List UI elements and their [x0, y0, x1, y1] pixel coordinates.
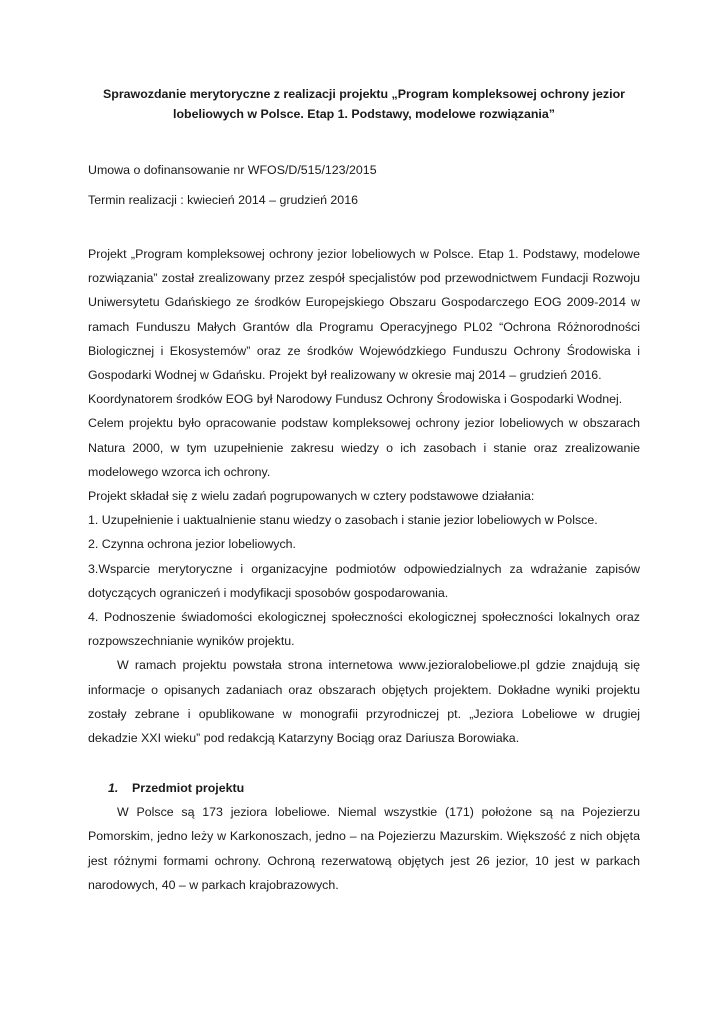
list-item-3: 3.Wsparcie merytoryczne i organizacyjne podmiotów odpowiedzialnych za wdrażanie zapisów dotyczących ograniczeń i modyfikacji sposobów gospodarowania.	[88, 561, 640, 600]
paragraph-lakes: W Polsce są 173 jeziora lobeliowe. Niemal wszystkie (171) położone są na Pojezierzu Pomorskim, jedno leży w Karkonoszach, jedno – na Pojezierzu Mazurskim. Większość z nich objęta jest różnymi formami ochrony. Ochroną rezerwatową objętych jest 26 jezior, 10 jest w parkach narodowych, 40 – w parkach krajobrazowych.	[88, 805, 640, 892]
title-line-1: Sprawozdanie merytoryczne z realizacji projektu „Program kompleksowej ochrony jezior	[103, 87, 625, 101]
title-line-2: lobeliowych w Polsce. Etap 1. Podstawy, modelowe rozwiązania”	[173, 107, 555, 121]
document-body	[88, 242, 640, 750]
list-item-4: 4. Podnoszenie świadomości ekologicznej społeczności ekologicznej społeczności lokalnych oraz rozpowszechnianie wyników projektu.	[88, 610, 640, 649]
section-number: 1.	[108, 781, 119, 796]
document-title	[88, 84, 640, 124]
paragraph-coordinator: Koordynatorem środków EOG był Narodowy Fundusz Ochrony Środowiska i Gospodarki Wodnej.	[88, 392, 623, 407]
implementation-period: Termin realizacji : kwiecień 2014 – grudzień 2016	[88, 193, 358, 207]
paragraph-tasks-intro: Projekt składał się z wielu zadań pogrupowanych w cztery podstawowe działania:	[88, 489, 535, 504]
section-title: Przedmiot projektu	[132, 781, 245, 796]
paragraph-goal: Celem projektu było opracowanie podstaw kompleksowej ochrony jezior lobeliowych w obszarach Natura 2000, w tym uzupełnienie zakresu wiedzy o ich zasobach i stanie oraz zrealizowanie modelowego wzorca ich ochrony.	[88, 416, 640, 479]
paragraph-project-intro: Projekt „Program kompleksowej ochrony jezior lobeliowych w Polsce. Etap 1. Podstawy, modelowe rozwiązania” został zrealizowany przez zespół specjalistów pod przewodnictwem Fundacji Rozwoju Uniwersytetu Gdańskiego ze środków Europejskiego Obszaru Gospodarczego EOG 2009-2014 w ramach Funduszu Małych Grantów dla Programu Operacyjnego PL02 “Ochrona Różnorodności Biologicznej i Ekosystemów” oraz ze środków Wojewódzkiego Funduszu Ochrony Środowiska i Gospodarki Wodnej w Gdańsku. Projekt był realizowany w okresie maj 2014 – grudzień 2016.	[88, 247, 640, 383]
contract-number: Umowa o dofinansowanie nr WFOS/D/515/123/2015	[88, 163, 377, 177]
document-meta	[88, 160, 640, 210]
section-heading	[88, 778, 640, 798]
list-item-2: 2. Czynna ochrona jezior lobeliowych.	[88, 537, 296, 552]
section-body	[88, 800, 640, 897]
document-page	[88, 84, 640, 897]
paragraph-website: W ramach projektu powstała strona internetowa www.jezioralobeliowe.pl gdzie znajdują się informacje o opisanych zadaniach oraz obszarach objętych projektem. Dokładne wyniki projektu zostały zebrane i opublikowane w monografii przyrodniczej pt. „Jeziora Lobeliowe w drugiej dekadzie XXI wieku” pod redakcją Katarzyny Bociąg oraz Dariusza Borowiaka.	[88, 658, 640, 746]
list-item-1: 1. Uzupełnienie i uaktualnienie stanu wiedzy o zasobach i stanie jezior lobeliowych w Polsce.	[88, 513, 598, 528]
